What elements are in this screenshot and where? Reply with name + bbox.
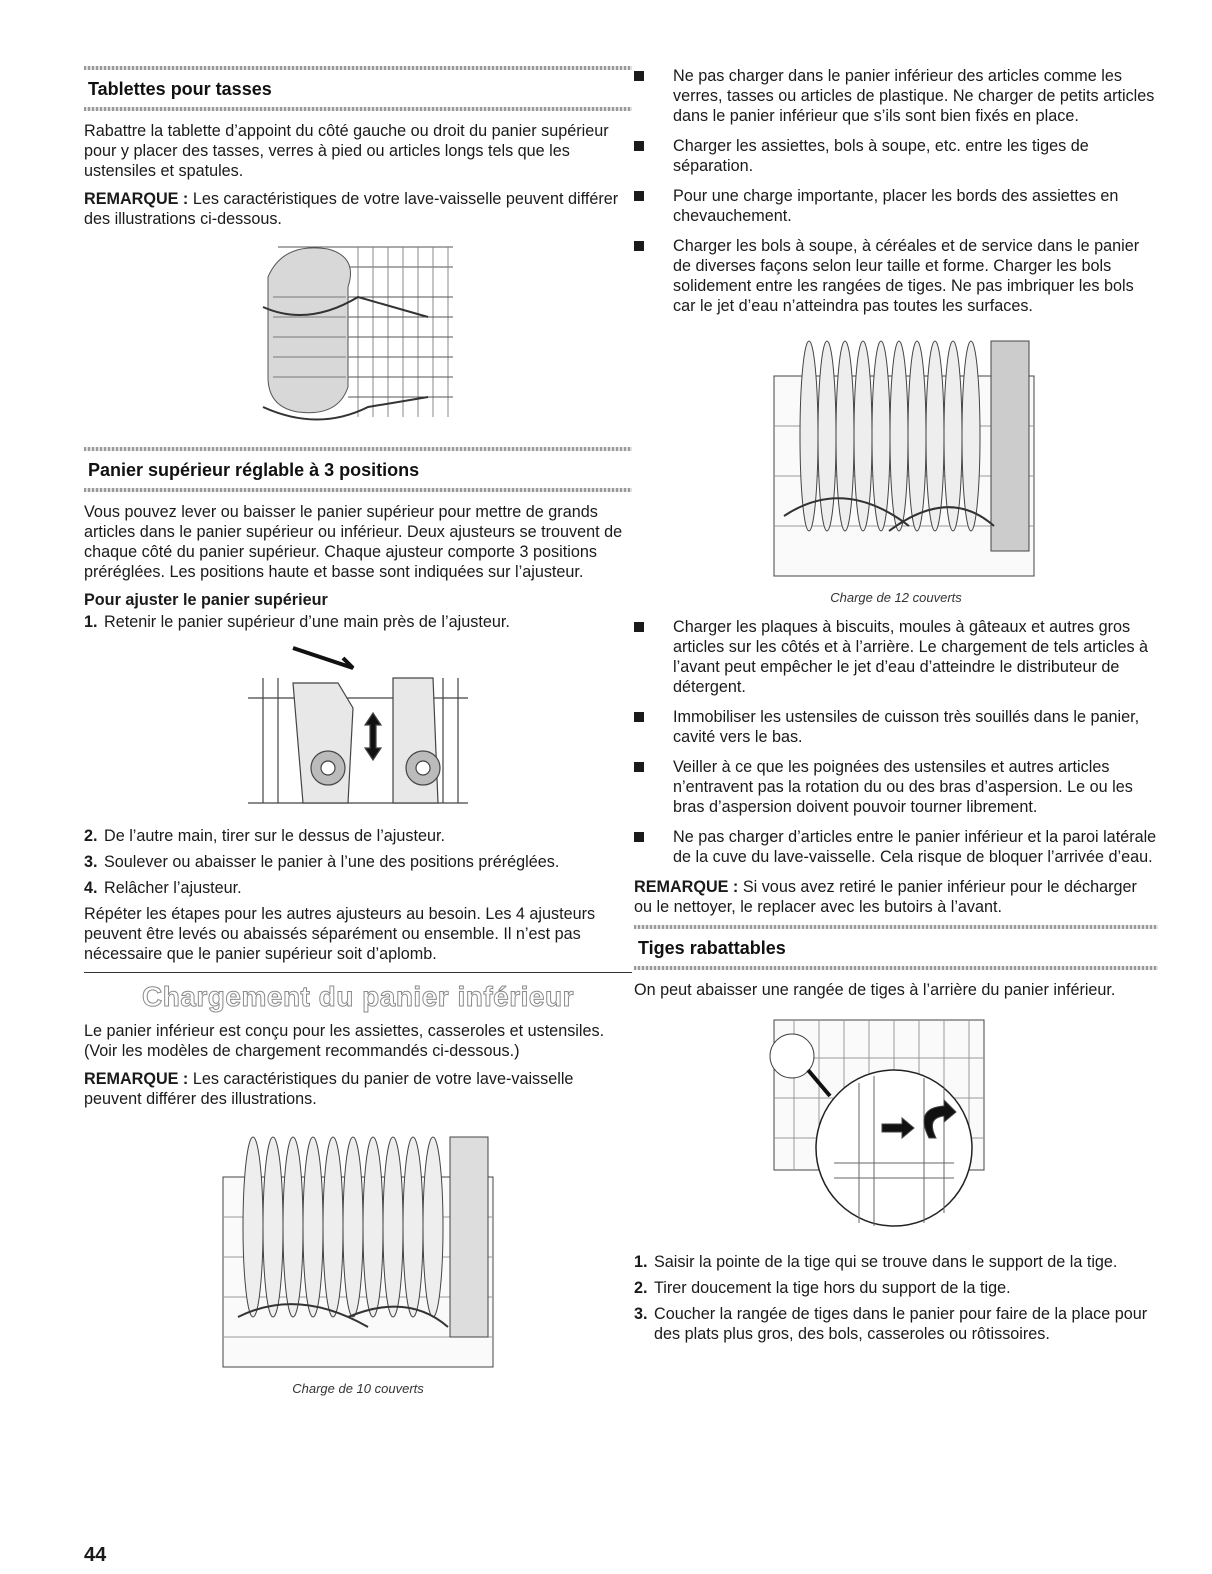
bullet-list — [634, 66, 1158, 316]
right-column — [634, 66, 1158, 1350]
step-text: Saisir la pointe de la tige qui se trouve dans le support de la tige. — [654, 1253, 1118, 1271]
paragraph: Répéter les étapes pour les autres ajusteurs au besoin. Les 4 ajusteurs peuvent être levés ou abaissés séparément ou ensemble. Il n’est pas nécessaire que le panier supérieur soit d’aplomb. — [84, 905, 596, 963]
list-item — [84, 612, 632, 632]
bullet-icon — [634, 191, 644, 201]
bullet-text: Immobiliser les ustensiles de cuisson très souillés dans le panier, cavité vers le bas. — [673, 708, 1140, 746]
lower-rack-10-settings-illustration — [218, 1117, 498, 1377]
step-number: 1. — [634, 1253, 648, 1271]
bullet-text: Pour une charge importante, placer les bords des assiettes en chevauchement. — [673, 187, 1119, 225]
figure-caption: Charge de 10 couverts — [292, 1381, 424, 1396]
section-rule — [634, 966, 1158, 970]
step-number: 2. — [634, 1279, 648, 1297]
list-item — [634, 827, 1158, 867]
bullet-icon — [634, 622, 644, 632]
note-label: REMARQUE : — [84, 1070, 189, 1088]
note — [634, 877, 1158, 917]
section-title-panier-reglable: Panier supérieur réglable à 3 positions — [88, 460, 420, 480]
note — [84, 189, 632, 229]
bullet-text: Charger les bols à soupe, à céréales et de service dans le panier de diverses façons selon leur taille et forme. Charger les bols solidement entre les rangées de tiges. Ne pas imbriquer les bols car le jet d’eau n’atteindra pas toutes les surfaces. — [673, 237, 1140, 315]
bullet-text: Veiller à ce que les poignées des ustensiles et autres articles n’entravent pas la rotation du ou des bras d’aspersion. Le ou les bras d’aspersion doivent pouvoir tourner librement. — [673, 758, 1133, 816]
step-number: 3. — [634, 1305, 648, 1323]
bullet-icon — [634, 762, 644, 772]
section-rule — [84, 107, 632, 111]
list-item — [634, 707, 1158, 747]
list-item — [84, 826, 632, 846]
bullet-list — [634, 617, 1158, 867]
note-label: REMARQUE : — [84, 190, 189, 208]
list-item — [634, 757, 1158, 817]
section-title-chargement: Chargement du panier inférieur — [142, 981, 574, 1012]
step-text: Soulever ou abaisser le panier à l’une des positions préréglées. — [104, 853, 560, 871]
note — [84, 1069, 632, 1109]
lower-rack-12-settings-illustration — [769, 326, 1039, 586]
steps-list — [634, 1252, 1158, 1344]
cup-shelf-illustration — [258, 237, 458, 433]
left-column — [84, 66, 632, 1408]
bullet-text: Ne pas charger d’articles entre le panier inférieur et la paroi latérale de la cuve du lave-vaisselle. Cela risque de bloquer l’arrivée d’eau. — [673, 828, 1157, 866]
step-number: 2. — [84, 827, 98, 845]
step-number: 3. — [84, 853, 98, 871]
bullet-icon — [634, 141, 644, 151]
list-item — [634, 136, 1158, 176]
section-title-tiges: Tiges rabattables — [638, 938, 786, 958]
paragraph: Vous pouvez lever ou baisser le panier supérieur pour mettre de grands articles dans le panier supérieur ou inférieur. Deux ajusteurs se trouvent de chaque côté du panier supérieur. Chaque ajusteur comporte 3 positions préréglées. Les positions haute et basse sont indiquées sur l’ajusteur. — [84, 503, 623, 581]
paragraph: Rabattre la tablette d’appoint du côté gauche ou droit du panier supérieur pour y placer des tasses, verres à pied ou articles longs tels que les ustensiles et spatules. — [84, 122, 609, 180]
step-text: De l’autre main, tirer sur le dessus de l’ajusteur. — [104, 827, 445, 845]
list-item — [634, 1252, 1158, 1272]
list-item — [84, 878, 632, 898]
fold-down-tines-illustration — [764, 1008, 994, 1238]
list-item — [634, 66, 1158, 126]
list-item — [634, 1278, 1158, 1298]
steps-list — [84, 612, 632, 632]
note-text: Si vous avez retiré le panier inférieur pour le décharger ou le nettoyer, le replacer avec les butoirs à l’avant. — [634, 878, 1137, 916]
section-rule — [84, 488, 632, 492]
step-text: Coucher la rangée de tiges dans le panier pour faire de la place pour des plats plus gros, des bols, casseroles ou rôtissoires. — [654, 1305, 1148, 1343]
paragraph: On peut abaisser une rangée de tiges à l’arrière du panier inférieur. — [634, 981, 1116, 999]
subheading: Pour ajuster le panier supérieur — [84, 591, 328, 609]
bullet-icon — [634, 712, 644, 722]
step-text: Relâcher l’ajusteur. — [104, 879, 242, 897]
step-number: 1. — [84, 613, 98, 631]
bullet-text: Charger les assiettes, bols à soupe, etc. entre les tiges de séparation. — [673, 137, 1089, 175]
page-number: 44 — [84, 1544, 107, 1566]
list-item — [634, 1304, 1158, 1344]
step-number: 4. — [84, 879, 98, 897]
adjuster-illustration — [243, 638, 473, 818]
step-text: Tirer doucement la tige hors du support de la tige. — [654, 1279, 1011, 1297]
list-item — [84, 852, 632, 872]
note-label: REMARQUE : — [634, 878, 739, 896]
section-title-tablettes: Tablettes pour tasses — [88, 79, 272, 99]
note-text: Les caractéristiques du panier de votre lave-vaisselle peuvent différer des illustrations. — [84, 1070, 574, 1108]
list-item — [634, 617, 1158, 697]
bullet-icon — [634, 71, 644, 81]
list-item — [634, 236, 1158, 316]
bullet-icon — [634, 832, 644, 842]
paragraph: Le panier inférieur est conçu pour les assiettes, casseroles et ustensiles. (Voir les modèles de chargement recommandés ci-dessous.) — [84, 1022, 605, 1060]
bullet-text: Charger les plaques à biscuits, moules à gâteaux et autres gros articles sur les côtés et à l’arrière. Le chargement de tels articles à l’avant peut empêcher le jet d’eau d’atteindre le distributeur de détergent. — [673, 618, 1149, 696]
bullet-text: Ne pas charger dans le panier inférieur des articles comme les verres, tasses ou articles de plastique. Ne charger de petits articles dans le panier inférieur que s’ils sont bien fixés en place. — [673, 67, 1155, 125]
steps-list — [84, 826, 632, 898]
note-text: Les caractéristiques de votre lave-vaisselle peuvent différer des illustrations ci-dessous. — [84, 190, 619, 228]
list-item — [634, 186, 1158, 226]
bullet-icon — [634, 241, 644, 251]
step-text: Retenir le panier supérieur d’une main près de l’ajusteur. — [104, 613, 510, 631]
figure-caption: Charge de 12 couverts — [830, 590, 962, 605]
